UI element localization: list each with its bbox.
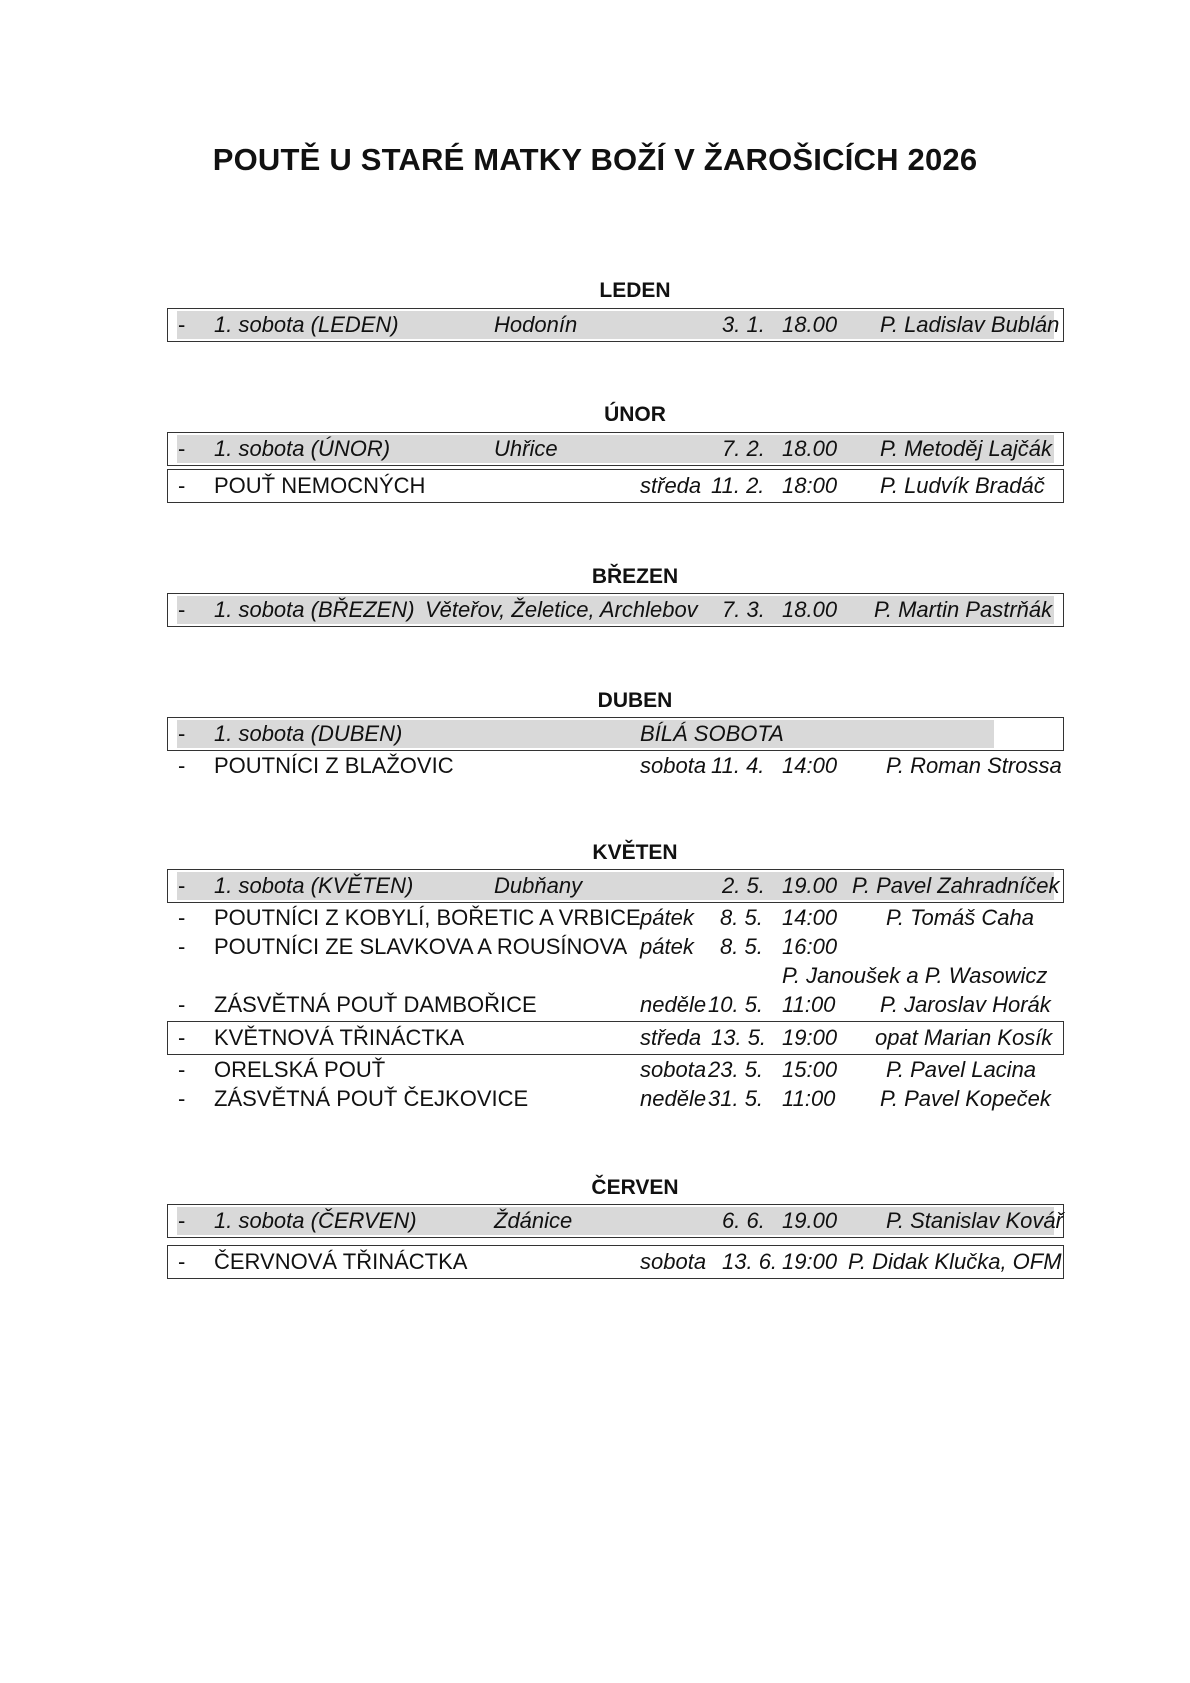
- bullet-dash: -: [178, 992, 186, 1017]
- event-row: [168, 310, 1063, 340]
- event-place: Dubňany: [494, 873, 583, 898]
- event-place: Hodonín: [494, 312, 578, 337]
- event-row: [168, 1206, 1063, 1236]
- month-heading-cerven: ČERVEN: [591, 1176, 679, 1199]
- month-heading-kveten: KVĚTEN: [592, 841, 678, 864]
- event-priest: P. Didak Klučka, OFM: [848, 1249, 1062, 1274]
- event-priest: P. Ladislav Bublán: [880, 312, 1060, 337]
- event-label: 1. sobota (LEDEN): [214, 312, 399, 337]
- event-row: [168, 990, 1063, 1020]
- event-row: [168, 1247, 1063, 1277]
- event-date: 10. 5.: [708, 992, 764, 1017]
- event-label: POUŤ NEMOCNÝCH: [214, 473, 426, 498]
- bullet-dash: -: [178, 597, 186, 622]
- event-date: 11. 4.: [711, 753, 765, 778]
- event-date: 6. 6.: [722, 1208, 765, 1233]
- month-heading-brezen: BŘEZEN: [591, 565, 679, 588]
- event-date: 11. 2.: [711, 473, 765, 498]
- event-row: [168, 1055, 1063, 1085]
- event-date: 3. 1.: [722, 312, 765, 337]
- event-priest: P. Metoděj Lajčák: [880, 436, 1053, 461]
- bullet-dash: -: [178, 1057, 186, 1082]
- event-date: 31. 5.: [708, 1086, 764, 1111]
- bullet-dash: -: [178, 473, 186, 498]
- bullet-dash: -: [178, 753, 186, 778]
- event-date: 13. 5.: [711, 1025, 767, 1050]
- event-day: sobota: [640, 1249, 707, 1274]
- event-label: 1. sobota (DUBEN): [214, 721, 403, 746]
- event-time: 19:00: [782, 1025, 838, 1050]
- event-time: 11:00: [782, 1086, 836, 1111]
- event-priest: P. Pavel Lacina: [886, 1057, 1037, 1082]
- event-date: 8. 5.: [720, 905, 763, 930]
- month-heading-unor: ÚNOR: [604, 403, 666, 426]
- bullet-dash: -: [178, 1208, 186, 1233]
- event-label: ZÁSVĚTNÁ POUŤ ČEJKOVICE: [214, 1086, 529, 1111]
- event-priest: P. Martin Pastrňák: [874, 597, 1053, 622]
- event-place: Uhřice: [494, 436, 558, 461]
- month-heading-leden: LEDEN: [599, 279, 671, 302]
- bullet-dash: -: [178, 905, 186, 930]
- event-date: 7. 3.: [722, 597, 765, 622]
- event-row: [168, 595, 1063, 625]
- event-time: 18.00: [782, 312, 838, 337]
- event-row-continuation: [168, 961, 1063, 991]
- event-time: 14:00: [782, 905, 838, 930]
- event-label: POUTNÍCI Z KOBYLÍ, BOŘETIC A VRBICE: [214, 905, 641, 930]
- event-time: 14:00: [782, 753, 838, 778]
- event-priest: P. Ludvík Bradáč: [880, 473, 1045, 498]
- event-date: 8. 5.: [720, 934, 763, 959]
- bullet-dash: -: [178, 873, 186, 898]
- event-day: neděle: [640, 992, 707, 1017]
- event-place: Věteřov, Želetice, Archlebov: [425, 597, 698, 622]
- event-row: [168, 471, 1063, 501]
- event-priest: opat Marian Kosík: [875, 1025, 1053, 1050]
- event-day: pátek: [640, 934, 694, 959]
- page-title: POUTĚ U STARÉ MATKY BOŽÍ V ŽAROŠICÍCH 2026: [212, 142, 978, 177]
- event-label: ČERVNOVÁ TŘINÁCTKA: [214, 1249, 468, 1274]
- event-row: [168, 719, 1063, 749]
- event-row: [168, 932, 1063, 962]
- bullet-dash: -: [178, 721, 186, 746]
- event-priest: P. Pavel Zahradníček: [852, 873, 1060, 898]
- bullet-dash: -: [178, 312, 186, 337]
- event-day: sobota: [640, 1057, 707, 1082]
- event-label: 1. sobota (BŘEZEN): [214, 597, 415, 622]
- event-day: pátek: [640, 905, 694, 930]
- event-row: [168, 1023, 1063, 1053]
- month-heading-duben: DUBEN: [597, 689, 673, 712]
- event-time: 18.00: [782, 436, 838, 461]
- event-priest: P. Stanislav Kovář: [886, 1208, 1063, 1233]
- event-label: POUTNÍCI ZE SLAVKOVA A ROUSÍNOVA: [214, 934, 628, 959]
- event-priest: P. Jaroslav Horák: [880, 992, 1051, 1017]
- event-date: 13. 6.: [722, 1249, 778, 1274]
- event-row: [168, 1084, 1063, 1114]
- event-day: sobota: [640, 753, 707, 778]
- event-label: 1. sobota (ČERVEN): [214, 1208, 417, 1233]
- event-label: KVĚTNOVÁ TŘINÁCTKA: [214, 1025, 465, 1050]
- event-row: [168, 903, 1063, 933]
- event-day: neděle: [640, 1086, 707, 1111]
- event-row: [168, 434, 1063, 464]
- bullet-dash: -: [178, 1086, 186, 1111]
- event-date: 23. 5.: [708, 1057, 764, 1082]
- event-day: středa: [640, 473, 702, 498]
- event-priest: P. Tomáš Caha: [886, 905, 1034, 930]
- event-time: 18.00: [782, 597, 838, 622]
- event-date: 2. 5.: [722, 873, 765, 898]
- event-label: ZÁSVĚTNÁ POUŤ DAMBOŘICE: [214, 992, 537, 1017]
- bullet-dash: -: [178, 436, 186, 461]
- event-time: 19.00: [782, 1208, 838, 1233]
- bullet-dash: -: [178, 1025, 186, 1050]
- event-note: BÍLÁ SOBOTA: [640, 721, 784, 746]
- bullet-dash: -: [178, 1249, 186, 1274]
- event-day: středa: [640, 1025, 702, 1050]
- event-date: 7. 2.: [722, 436, 765, 461]
- event-row: [168, 871, 1063, 901]
- event-time: 16:00: [782, 934, 838, 959]
- event-label: 1. sobota (KVĚTEN): [214, 873, 414, 898]
- event-priest: P. Roman Strossa: [886, 753, 1062, 778]
- event-row: [168, 751, 1063, 781]
- event-label: 1. sobota (ÚNOR): [214, 436, 391, 461]
- event-place: Ždánice: [494, 1208, 573, 1233]
- event-time: 15:00: [782, 1057, 838, 1082]
- event-label: ORELSKÁ POUŤ: [214, 1057, 386, 1082]
- event-priest: P. Janoušek a P. Wasowicz: [782, 963, 1048, 988]
- event-time: 11:00: [782, 992, 836, 1017]
- event-time: 18:00: [782, 473, 838, 498]
- bullet-dash: -: [178, 934, 186, 959]
- event-time: 19.00: [782, 873, 838, 898]
- event-time: 19:00: [782, 1249, 838, 1274]
- event-priest: P. Pavel Kopeček: [880, 1086, 1051, 1111]
- event-label: POUTNÍCI Z BLAŽOVIC: [214, 753, 454, 778]
